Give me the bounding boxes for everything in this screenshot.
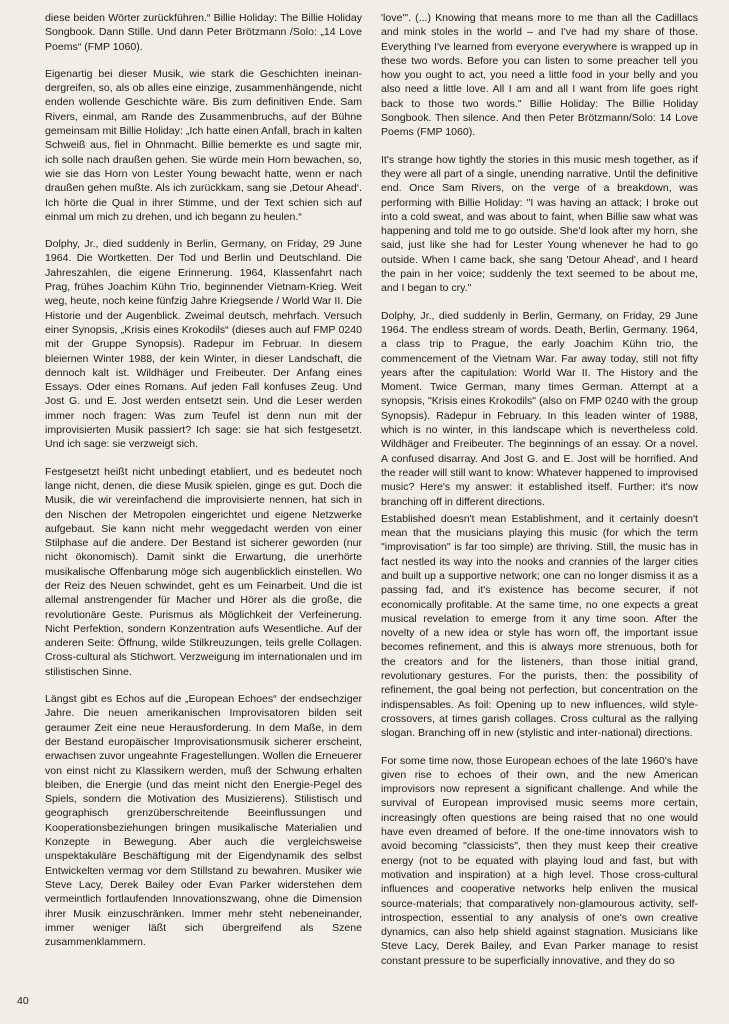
- right-column-english-text: [381, 11, 698, 981]
- left-paragraph-1: diese beiden Wörter zurückführen.“ Billie Holiday: The Billie Holiday Songbook. Dann Stille. Und dann Peter Brötzmann /Solo: „14 Love Poems“ (FMP 1060).: [45, 12, 362, 53]
- right-paragraph-3: Dolphy, Jr., died suddenly in Berlin, Germany, on Friday, 29 June 1964. The endless stream of words. Death, Berlin, Germany. 1964, a class trip to Prague, the early Joachim Kühn trio, the commencement of the Vietnam War. Far away today, still not fifty years after the capitulation: World War II. The History and the Moment. Twice German, many times German. Attempt at a synopsis, "Krisis eines Krokodils" (also on FMP 0240 with the group Synopsis). Radepur in February. In this leaden winter of 1988, which is no winter, in this landscape which is nevertheless cold. Wildhäger and Freibeuter. The beginnings of an essay. Or a novel. A confused disarray. And Jost G. and E. Jost will be horrified. And the reader will still want to know: Whatever happened to improvised music? Here's my answer: it established itself. Further: it's now branching off in different directions.: [381, 309, 698, 508]
- right-paragraph-2: It's strange how tightly the stories in this music mesh together, as if they were all part of a single, unending narrative. Until the definitive end. Once Sam Rivers, on the verge of a breakdown, was performing with Billie Holiday: "I was having an attack; I broke out into a cold sweat, and was about to faint, when Billie saw what was happening and told me to go outside. She'd look after my horn, she said, just like she had for Lester Young whenever he had to go outside. When I came back, she sang 'Detour Ahead', and I heard the pain in her voice; suddenly the text seemed to be about me, and I began to cry.": [381, 153, 698, 295]
- left-paragraph-3: Dolphy, Jr., died suddenly in Berlin, Germany, on Friday, 29 June 1964. Die Wortketten. Der Tod und Berlin und Deutschland. Die Jahreszahlen, die eigene Erinnerung. 1964, Klassenfahrt nach Prag, frühes Joachim Kühn Trio, beginnender Vietnam-Krieg. Weit weg, heute, noch keine fünfzig Jahre Kriegsende / World War II. Die Historie und der Augenblick. Zweimal deutsch, mehrfach. Versuch einer Synopsis, „Krisis eines Krokodils“ (dieses auch auf FMP 0240 mit der Gruppe Synopsis). Radepur im Februar. In diesem bleiernen Winter 1988, der kein Winter, in dieser Landschaft, die dennoch kalt ist. Wildhäger und Freibeuter. Der Anfang eines Essays. Oder eines Romans. Auf jeden Fall konfuses Zeug. Und Jost G. und E. Jost werden entsetzt sein. Und die Leser werden immer noch fragen: Was zum Teufel ist denn nun mit der improvisierten Musik passiert? Ich sage: sie hat sich festgesetzt. Und ich sage: sie verzweigt sich.: [45, 238, 362, 451]
- right-paragraph-5: For some time now, those European echoes of the late 1960's have given rise to echoes of their own, and the new American improvisors now represent a significant challenge. And while the survival of European improvised music seems more certain, increasingly often questions are being raised that no one would have even dreamed of before. If the one-time innovators wish to avoid becoming "classicists", then they must keep their creative energy (not to be equated with playing loud and fast, but with motivation and inspiration) at a high level. Those cross-cultural influences and cooperative networks help enliven the musical source-materials; that comparatively non-glamourous activity, self-introspection, essential to any analysis of one's own creative dynamics, can also help shield against stagnation. Musicians like Steve Lacy, Derek Bailey, and Evan Parker manage to resist constant pressure to be superficially innovative, and they do so: [381, 754, 698, 967]
- left-paragraph-4: Festgesetzt heißt nicht unbedingt etabliert, und es bedeutet noch lange nicht, denen, die diese Musik spielen, ginge es gut. Doch die Musik, die wir vereinfachend die improvisierte nennen, hat sich in den Nischen der Metropolen eingerichtet und eigene Netzwerke aufgebaut. Sie kann nicht mehr weggedacht werden von einer Stilphase auf die andere. Der Bestand ist sicherer geworden (nur nicht ökonomisch). Damit sinkt die Erwartung, die unerhörte musikalische Offenbarung möge sich augenblicklich einstellen. Wo der Reiz des Neuen schwindet, geht es um Feinarbeit. Und die ist allemal anstrengender für Macher und Hörer als die große, die revolutionäre Geste. Purismus als Möglichkeit der Verfeinerung. Nicht Perfektion, sondern Konzentration aufs Wesentliche. Auf der anderen Seite: Öffnung, wilde Stilkreuzungen, teils grelle Collagen. Cross-cultural als Stichwort. Verzweigung im internationalen und im stilistischen Sinne.: [45, 465, 362, 678]
- right-paragraph-1: 'love'". (...) Knowing that means more to me than all the Cadillacs and mink stoles in the world – and I've had my share of those. Everything I've learned from everyone everywhere is wrapped up in these two words. Before you can listen to some preacher tell you how you ought to act, you need a little food in your belly and you also need a little love. All I am and all I want from life goes right back to those two words." Billie Holiday: The Billie Holiday Songbook. Then silence. And then Peter Brötzmann/Solo: 14 Love Poems (FMP 1060).: [381, 12, 698, 139]
- left-column-german-text: [45, 11, 362, 962]
- right-paragraph-4: Established doesn't mean Establishment, and it certainly doesn't mean that the musicians playing this music (for which the term "improvisation" is far too simple) are thriving. Still, the music has in fact nestled its way into the nooks and crannies of the larger cities and built up a supportive network; one can no longer dismiss it as a passing fad, and it's existence has become securer, if not economically profitable. At the same time, no one expects a great musical revelation to emerge from it any time soon. After the novelty of a new idea or style has worn off, the important issue becomes refinement, and this is always more strenuous, both for the creators and for the listeners, than those initial grand, revolutionary gestures. For the purists, then: the possibility of refinement, the goal being not perfection, but concentration on the indispensables. As foil: Opening up to new influences, wild style-crossovers, at times garish collages. Cross cultural as the rallying slogan. Branching off in new (stylistic and inter-national) directions.: [381, 512, 698, 740]
- page-number: 40: [17, 995, 29, 1007]
- left-paragraph-5: Längst gibt es Echos auf die „European Echoes“ der endsechziger Jahre. Die neuen amerikanischen Improvisatoren bilden seit geraumer Zeit eine neue Herausforderung. In dem Maße, in dem der Bestand europäischer Improvisationsmusik sicherer erscheint, erwachsen zuvor ungeahnte Fragestellungen. Wollen die Erneuerer von einst nicht zu Klassikern werden, muß der Schwung erhalten bleiben, die Energie (und das meint nicht den Energie-Pegel des Spiels, sondern die Motivation des Musizierens). Stilistisch und geographisch grenzüberschreitende Beeinflussungen und Kooperationsbeziehungen bringen musikalische Materialien und Konzepte in Bewegung. Aber auch die vergleichsweise unspektakuläre Beschäftigung mit der Eigendynamik des selbst Entwickelten vermag vor dem Stillstand zu bewahren. Musiker wie Steve Lacy, Derek Bailey oder Evan Parker widerstehen dem vermeintlich fortlaufenden Innovationszwang, ohne die Dimension ihrer Musik einzuschränken. Immer mehr steht nebeneinander, immer weniger läßt sich übergreifend als Szene zusammenklammern.: [45, 693, 362, 949]
- left-paragraph-2: Eigenartig bei dieser Musik, wie stark die Geschichten ineinandergreifen, so, als ob alles eine einzige, zusammenhängende, nicht enden wollende Geschichte wäre. Bis zum definitiven Ende. Sam Rivers, einmal, am Rande des Zusammenbruchs, auf der Bühne gemeinsam mit Billie Holiday: „Ich hatte einen Anfall, brach in kalten Schweiß aus, fiel in Ohnmacht. Billie bemerkte es und sagte mir, ich solle nach draußen gehen. Sie würde mein Horn bewachen, so, wie sie das Horn von Lester Young bewacht hatte, wenn er nach draußen gehen mußte. Als ich zurückkam, sang sie ‚Detour Ahead‘. Ich hörte die Qual in ihrer Stimme, und der Text schien sich auf einmal um mich zu drehen, und ich begann zu heulen.“: [45, 67, 362, 223]
